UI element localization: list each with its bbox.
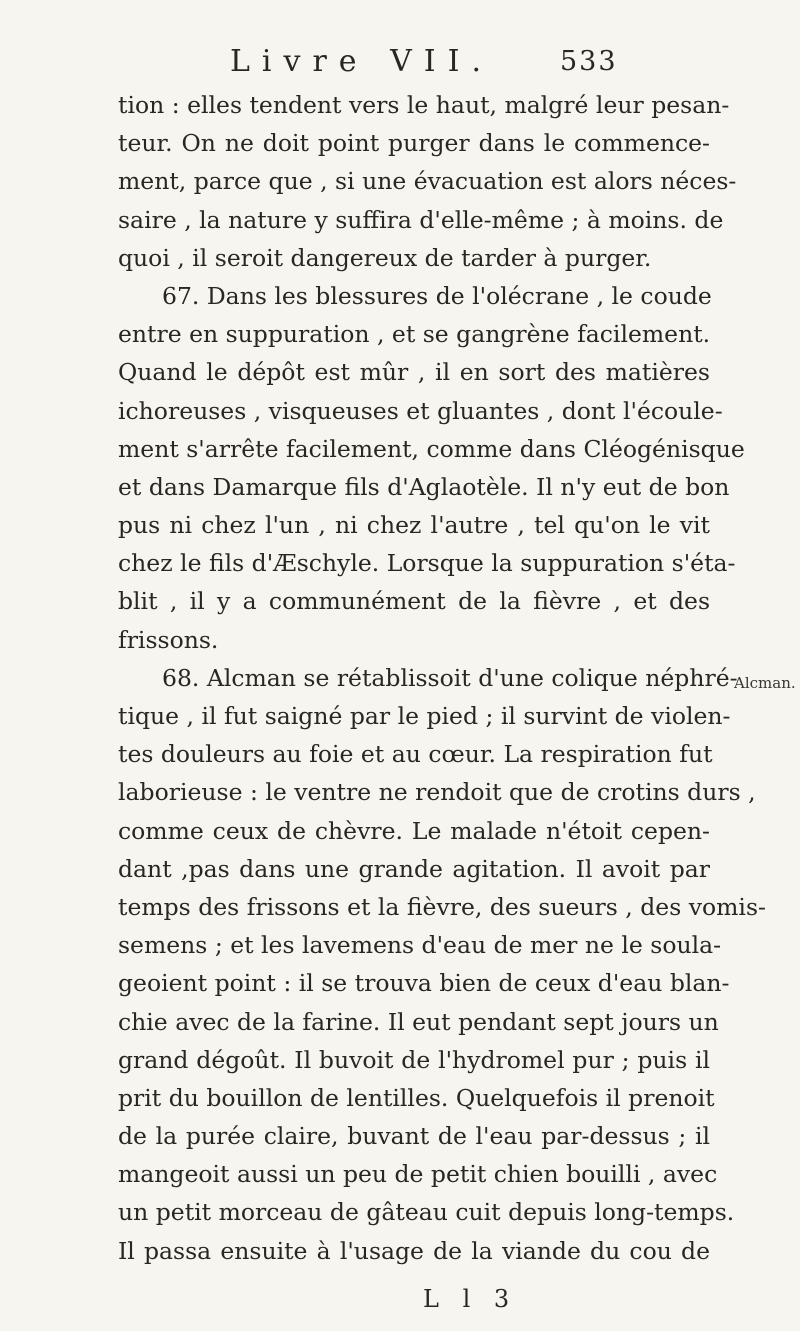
text-line: Il passa ensuite à l'usage de la viande du cou de bbox=[118, 1236, 710, 1265]
text-line: frissons. bbox=[118, 625, 219, 654]
text-line: ment, parce que , si une évacuation est alors néces- bbox=[118, 167, 737, 196]
text-line: blit , il y a communément de la fièvre , et des bbox=[118, 587, 710, 616]
text-line: entre en suppuration , et se gangrène facilement. bbox=[118, 320, 711, 349]
text-line: comme ceux de chèvre. Le malade n'étoit cepen- bbox=[118, 816, 710, 845]
margin-note: Alcman. bbox=[734, 674, 796, 692]
text-line: grand dégoût. Il buvoit de l'hydromel pur ; puis il bbox=[118, 1045, 710, 1074]
signature-mark: L l 3 bbox=[423, 1285, 518, 1313]
text-line: ichoreuses , visqueuses et gluantes , dont l'écoule- bbox=[118, 396, 723, 425]
text-line: tique , il fut saigné par le pied ; il survint de violen- bbox=[118, 702, 731, 730]
text-line: chie avec de la farine. Il eut pendant sept jours un bbox=[118, 1007, 719, 1036]
text-line: ment s'arrête facilement, comme dans Cléogénisque bbox=[118, 434, 745, 463]
text-line: Quand le dépôt est mûr , il en sort des matières bbox=[118, 358, 710, 387]
paragraph-68-start: 68. Alcman se rétablissoit d'une colique néphré- bbox=[162, 663, 738, 692]
header-title: Livre VII. bbox=[230, 44, 493, 79]
paragraph-67-start: 67. Dans les blessures de l'olécrane , le coude bbox=[162, 281, 712, 310]
body-text bbox=[118, 86, 766, 1270]
text-line: tion : elles tendent vers le haut, malgré leur pesan- bbox=[118, 91, 730, 119]
text-line: semens ; et les lavemens d'eau de mer ne le soula- bbox=[118, 931, 722, 960]
text-line: quoi , il seroit dangereux de tarder à purger. bbox=[118, 243, 652, 272]
text-line: geoient point : il se trouva bien de ceux d'eau blan- bbox=[118, 969, 730, 998]
text-line: laborieuse : le ventre ne rendoit que de crotins durs , bbox=[118, 778, 756, 807]
text-line: tes douleurs au foie et au cœur. La respiration fut bbox=[118, 740, 713, 769]
text-line: dant ,pas dans une grande agitation. Il avoit par bbox=[118, 854, 710, 883]
text-line: temps des frissons et la fièvre, des sueurs , des vomis- bbox=[118, 892, 766, 921]
text-line: teur. On ne doit point purger dans le commence- bbox=[118, 129, 710, 158]
text-line: saire , la nature y suffira d'elle-même ; à moins. de bbox=[118, 205, 724, 234]
text-line: chez le fils d'Æschyle. Lorsque la suppuration s'éta- bbox=[118, 549, 736, 578]
text-line: mangeoit aussi un peu de petit chien bouilli , avec bbox=[118, 1160, 718, 1189]
text-line: pus ni chez l'un , ni chez l'autre , tel qu'on le vit bbox=[118, 511, 710, 540]
text-line: et dans Damarque fils d'Aglaotèle. Il n'y eut de bon bbox=[118, 472, 730, 501]
page-number: 533 bbox=[560, 46, 618, 77]
text-line: de la purée claire, buvant de l'eau par-dessus ; il bbox=[118, 1122, 710, 1151]
text-line: un petit morceau de gâteau cuit depuis long-temps. bbox=[118, 1198, 735, 1227]
text-line: prit du bouillon de lentilles. Quelquefois il prenoit bbox=[118, 1083, 715, 1112]
